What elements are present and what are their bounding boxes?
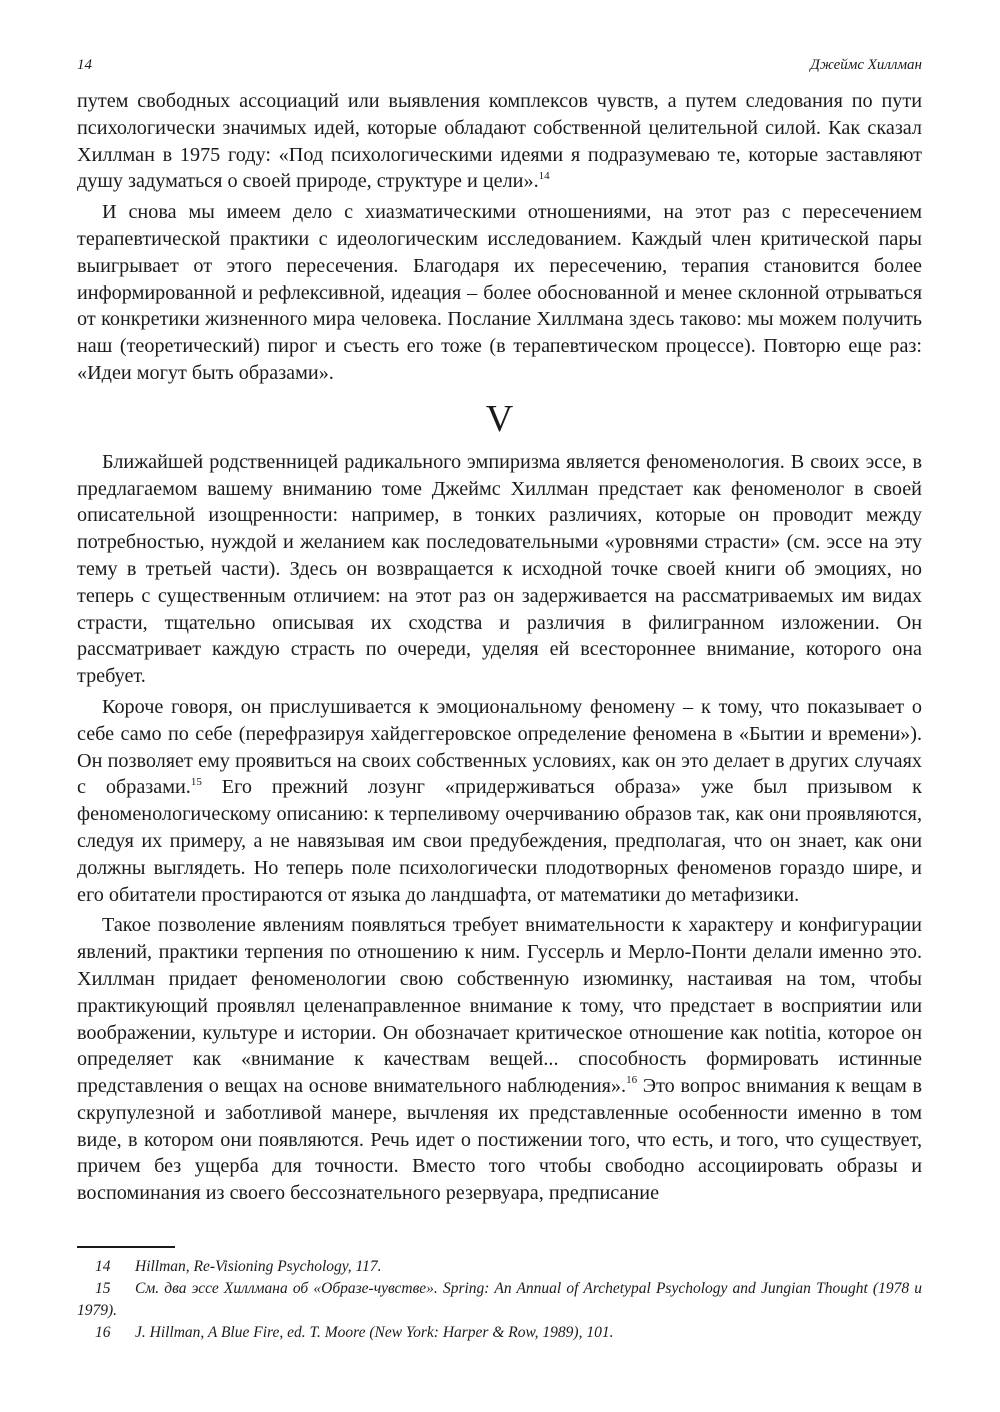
page-number: 14 <box>77 57 92 73</box>
running-head <box>77 57 922 79</box>
footnote-ref-14[interactable]: 14 <box>538 169 550 182</box>
paragraph: Такое позволение явлениям появляться требует внимательности к характеру и конфигурации явлений, практики терпения по отношению к ним. Гуссерль и Мерло-Понти делали именно это. Хиллман придает феноменологии свою собственную изюминку, настаивая на том, чтобы практикующий проявлял целенаправленное внимание к тому, что предстает в восприятии или воображении, культуре и истории. Он обозначает критическое отношение как notitia, которое он определяет как «внимание к качествам вещей... способность формировать истинные представления о вещах на основе внимательного наблюдения».$^{16}$ Это вопрос внимания к вещам в скрупулезной и заботливой манере, вычленяя их представленные особенности именно в том виде, в котором они появляются. Речь идет о постижении того, что есть, и того, что существует, причем без ущерба для точности. Вместо того чтобы свободно ассоциировать образы и воспоминания из своего бессознательного резервуара, предписание <box>77 914 922 1205</box>
footnote-ref-15[interactable]: 15 <box>190 775 202 788</box>
footnote-16: 16 J. Hillman, A Blue Fire, ed. T. Moore (New York: Harper & Row, 1989), 101. <box>95 1324 614 1341</box>
paragraph: И снова мы имеем дело с хиазматическими отношениями, на этот раз с пересечением терапевтической практики с идеологическим исследованием. Каждый член критической пары выигрывает от этого пересечения. Благодаря их пересечению, терапия становится более информированной и рефлексивной, идеация – более обоснованной и менее склонной отрываться от конкретики жизненного мира человека. Послание Хиллмана здесь таково: мы можем получить наш (теоретический) пирог и съесть его тоже (в терапевтическом процессе). Повторю еще раз: «Идеи могут быть образами». <box>77 201 922 384</box>
running-head-title: Джеймс Хиллман <box>810 57 922 73</box>
footnote-divider <box>77 1246 175 1248</box>
paragraph: Короче говоря, он прислушивается к эмоциональному феномену – к тому, что показывает о себе само по себе (перефразируя хайдеггеровское определение феномена в «Бытии и времени»). Он позволяет ему проявиться на своих собственных условиях, как он это делает в других случаях с образами.$^{15}$ Его прежний лозунг «придерживаться образа» уже был призывом к феноменологическому описанию: к терпеливому очерчиванию образов так, как они проявляются, следуя их примеру, а не навязывая им свои предубеждения, предполагая, что он знает, как они должны выглядеть. Но теперь поле психологически плодотворных феноменов гораздо шире, и его обитатели простираются от языка до ландшафта, от математики до метафизики. <box>77 695 922 906</box>
footnote-15: 15 См. два эссе Хиллмана об «Образе-чувстве». Spring: An Annual of Archetypal Psychology and Jungian Thought (1978 и 1979). <box>77 1280 922 1319</box>
footnote-14: 14 Hillman, Re-Visioning Psychology, 117. <box>95 1258 382 1275</box>
footnote-ref-16[interactable]: 16 <box>626 1074 638 1087</box>
paragraph: Ближайшей родственницей радикального эмпиризма является феноменология. В своих эссе, в предлагаемом вашему вниманию томе Джеймс Хиллман предстает как феноменолог в своей описательной изощренности: например, в тонких различиях, которые он проводит между потребностью, нуждой и желанием как последовательными «уровнями страсти» (см. эссе на эту тему в третьей части). Здесь он возвращается к исходной точке своей книги об эмоциях, но теперь с существенным отличием: на этот раз он задерживается на рассматриваемых им видах страсти, тщательно описывая их сходства и различия в филигранном изложении. Он рассматривает каждую страсть по очереди, уделяя ей всестороннее внимание, которого она требует. <box>77 450 922 688</box>
paragraph-continued: путем свободных ассоциаций или выявления комплексов чувств, а путем следования по пути психологически значимых идей, которые обладают собственной целительной силой. Как сказал Хиллман в 1975 году: «Под психологическими идеями я подразумеваю те, которые заставляют душу задуматься о своей природе, структуре и цели».$^{14}$ <box>77 90 922 193</box>
section-heading: V <box>485 397 514 440</box>
page-body <box>77 88 922 1207</box>
footnotes <box>77 1246 922 1344</box>
